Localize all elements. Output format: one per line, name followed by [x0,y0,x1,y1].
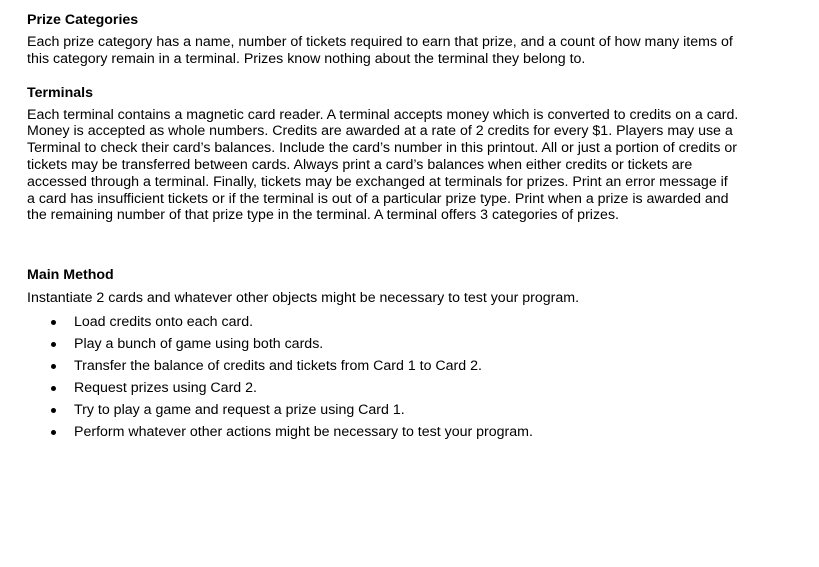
bullet-icon [51,408,56,413]
list-item [27,421,767,443]
section-main-method [27,267,767,443]
paragraph-prize-categories: Each prize category has a name, number of tickets required to earn that prize, and a count of how many items of this category remain in a terminal. Prizes know nothing about the terminal they belong to. [27,34,733,67]
bullet-icon [51,320,56,325]
bullet-icon [51,386,56,391]
section-prize-categories [27,12,767,68]
list-item-text: Try to play a game and request a prize using Card 1. [74,402,405,419]
list-item-text: Transfer the balance of credits and tickets from Card 1 to Card 2. [74,358,482,375]
list-item [27,355,767,377]
bullet-icon [51,430,56,435]
heading-main-method: Main Method [27,267,114,284]
list-item-text: Load credits onto each card. [74,314,254,331]
paragraph-main-method-intro: Instantiate 2 cards and whatever other objects might be necessary to test your program. [27,290,580,307]
heading-prize-categories: Prize Categories [27,12,139,28]
main-method-bullet-list [27,311,767,443]
list-item-text: Request prizes using Card 2. [74,380,257,397]
paragraph-terminals: Each terminal contains a magnetic card reader. A terminal accepts money which is converted to credits on a card. Money is accepted as whole numbers. Credits are awarded at a rate of 2 credits for every $1. Players may use a Terminal to check their card’s balances. Include the card’s number in this printout. All or just a portion of credits or tickets may be transferred between cards. Always print a card’s balances when either credits or tickets are accessed through a terminal. Finally, tickets may be exchanged at terminals for prizes. Print an error message if a card has insufficient tickets or if the terminal is out of a particular prize type. Print when a prize is awarded and the remaining number of that prize type in the terminal. A terminal offers 3 categories of prizes. [27,106,739,224]
list-item-text: Play a bunch of game using both cards. [74,336,324,353]
heading-terminals: Terminals [27,84,93,101]
section-terminals [27,85,767,225]
bullet-icon [51,364,56,369]
bullet-icon [51,342,56,347]
list-item [27,311,767,333]
list-item [27,333,767,355]
list-item [27,377,767,399]
list-item [27,399,767,421]
document [27,12,767,443]
list-item-text: Perform whatever other actions might be necessary to test your program. [74,424,533,441]
